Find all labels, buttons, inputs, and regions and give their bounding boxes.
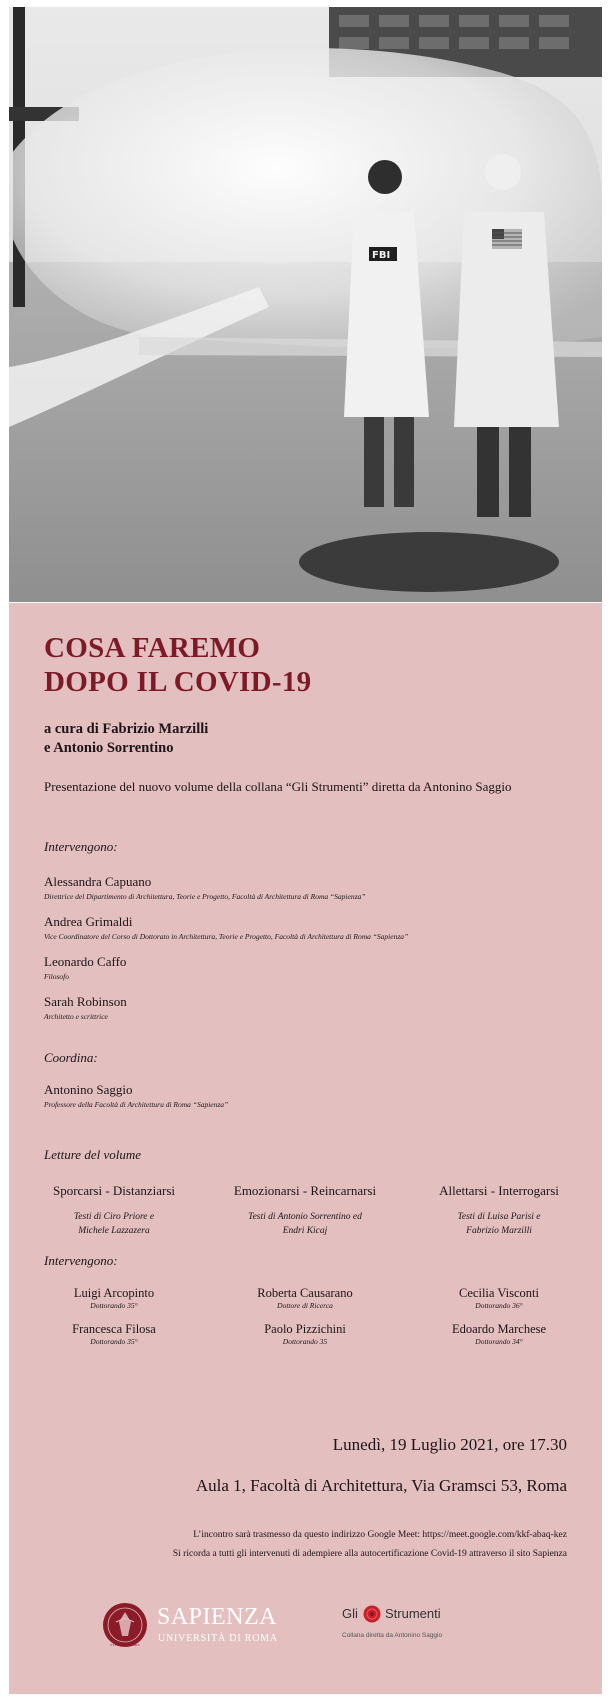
speaker-role: Filosofo: [44, 972, 70, 981]
badge-text: FBI: [372, 250, 391, 261]
title-line-2: DOPO IL COVID-19: [44, 666, 312, 698]
speaker-name: Andrea Grimaldi: [44, 914, 133, 929]
speaker-name: Sarah Robinson: [44, 994, 127, 1009]
strumenti-name: Strumenti: [385, 1606, 441, 1621]
speaker-role: Architetto e scrittrice: [44, 1012, 108, 1021]
reading-column: [24, 1183, 204, 1238]
streaming-note: L’incontro sarà trasmesso da questo indirizzo Google Meet: https://meet.google.com/kkf-abaq-kez: [193, 1530, 567, 1540]
reader-column: [215, 1286, 395, 1346]
event-date: Lunedì, 19 Luglio 2021, ore 17.30: [332, 1435, 567, 1454]
speaker-role: Vice Coordinatore del Corso di Dottorato in Architettura, Teorie e Progetto, Facoltà di Architettura di Roma “Sapienza”: [44, 932, 409, 941]
strumenti-logo: [342, 1606, 492, 1650]
readings-heading: Letture del volume: [44, 1147, 141, 1162]
event-venue: Aula 1, Facoltà di Architettura, Via Gramsci 53, Roma: [195, 1476, 567, 1495]
speaker-name: Alessandra Capuano: [44, 874, 152, 889]
strumenti-subtitle: Collana diretta da Antonino Saggio: [342, 1632, 443, 1639]
reader-name: Paolo Pizzichini: [264, 1322, 346, 1336]
rose-icon: [362, 1604, 382, 1624]
curators: [44, 720, 208, 758]
reader-role: Dottorando 35°: [90, 1337, 138, 1346]
reading-texts-line: Testi di Ciro Priore e: [73, 1212, 155, 1222]
reading-title: Allettarsi - Interrogarsi: [439, 1183, 559, 1198]
readers-heading: Intervengono:: [44, 1253, 118, 1268]
reading-texts-line: Testi di Antonio Sorrentino ed: [248, 1212, 362, 1222]
cover-photo: [9, 7, 602, 602]
speaker-name: Leonardo Caffo: [44, 954, 127, 969]
presentation-text: Presentazione del nuovo volume della collana “Gli Strumenti” diretta da Antonino Saggio: [44, 779, 512, 794]
reading-texts-line: Michele Lazzazera: [78, 1226, 150, 1236]
cover-photo-illustration: [9, 7, 602, 602]
speakers-heading: Intervengono:: [44, 839, 118, 854]
covid-note: Si ricorda a tutti gli intervenuti di adempiere alla autocertificazione Covid-19 attraverso il sito Sapienza: [172, 1549, 567, 1559]
sapienza-logo: [101, 1598, 291, 1654]
reading-column: [409, 1183, 589, 1238]
title-line-1: COSA FAREMO: [44, 632, 261, 664]
reader-name: Edoardo Marchese: [451, 1322, 547, 1336]
reading-texts-line: Testi di Luisa Parisi e: [457, 1212, 541, 1222]
curators-line-2: e Antonio Sorrentino: [44, 740, 174, 756]
coordinator-heading: Coordina:: [44, 1050, 98, 1065]
reader-role: Dottorando 35: [282, 1337, 328, 1346]
speaker-role: Direttrice del Dipartimento di Architettura, Teorie e Progetto, Facoltà di Architettura di Roma “Sapienza”: [44, 892, 366, 901]
strumenti-gli: Gli: [342, 1606, 358, 1621]
sapienza-name: SAPIENZA: [157, 1604, 278, 1630]
reader-name: Luigi Arcopinto: [73, 1286, 155, 1300]
curators-line-1: a cura di Fabrizio Marzilli: [44, 721, 209, 737]
reader-column: [409, 1286, 589, 1346]
reader-role: Dottorando 36°: [475, 1301, 523, 1310]
info-panel: [9, 603, 602, 1694]
reader-role: Dottorando 34°: [475, 1337, 523, 1346]
reader-column: [24, 1286, 204, 1346]
title: [44, 631, 311, 699]
reading-title: Sporcarsi - Distanziarsi: [52, 1183, 176, 1198]
reading-title: Emozionarsi - Reincarnarsi: [233, 1183, 377, 1198]
sapienza-seal-text: STVDIVM VRBIS: [110, 1643, 140, 1647]
reading-texts-line: Fabrizio Marzilli: [466, 1226, 532, 1236]
coordinator-name: Antonino Saggio: [44, 1082, 133, 1097]
reader-name: Roberta Causarano: [257, 1286, 353, 1300]
sapienza-subtitle: UNIVERSITÀ DI ROMA: [158, 1633, 278, 1644]
reader-role: Dottorando 35°: [90, 1301, 138, 1310]
reader-role: Dottore di Ricerca: [277, 1301, 333, 1310]
coordinator-role: Professore della Facoltà di Architetturu di Roma “Sapienza”: [44, 1100, 229, 1109]
reading-column: [215, 1183, 395, 1238]
reader-name: Cecilia Visconti: [459, 1286, 539, 1300]
reader-name: Francesca Filosa: [72, 1322, 156, 1336]
reading-texts-line: Endri Kicaj: [282, 1226, 328, 1236]
poster: [9, 7, 602, 1694]
